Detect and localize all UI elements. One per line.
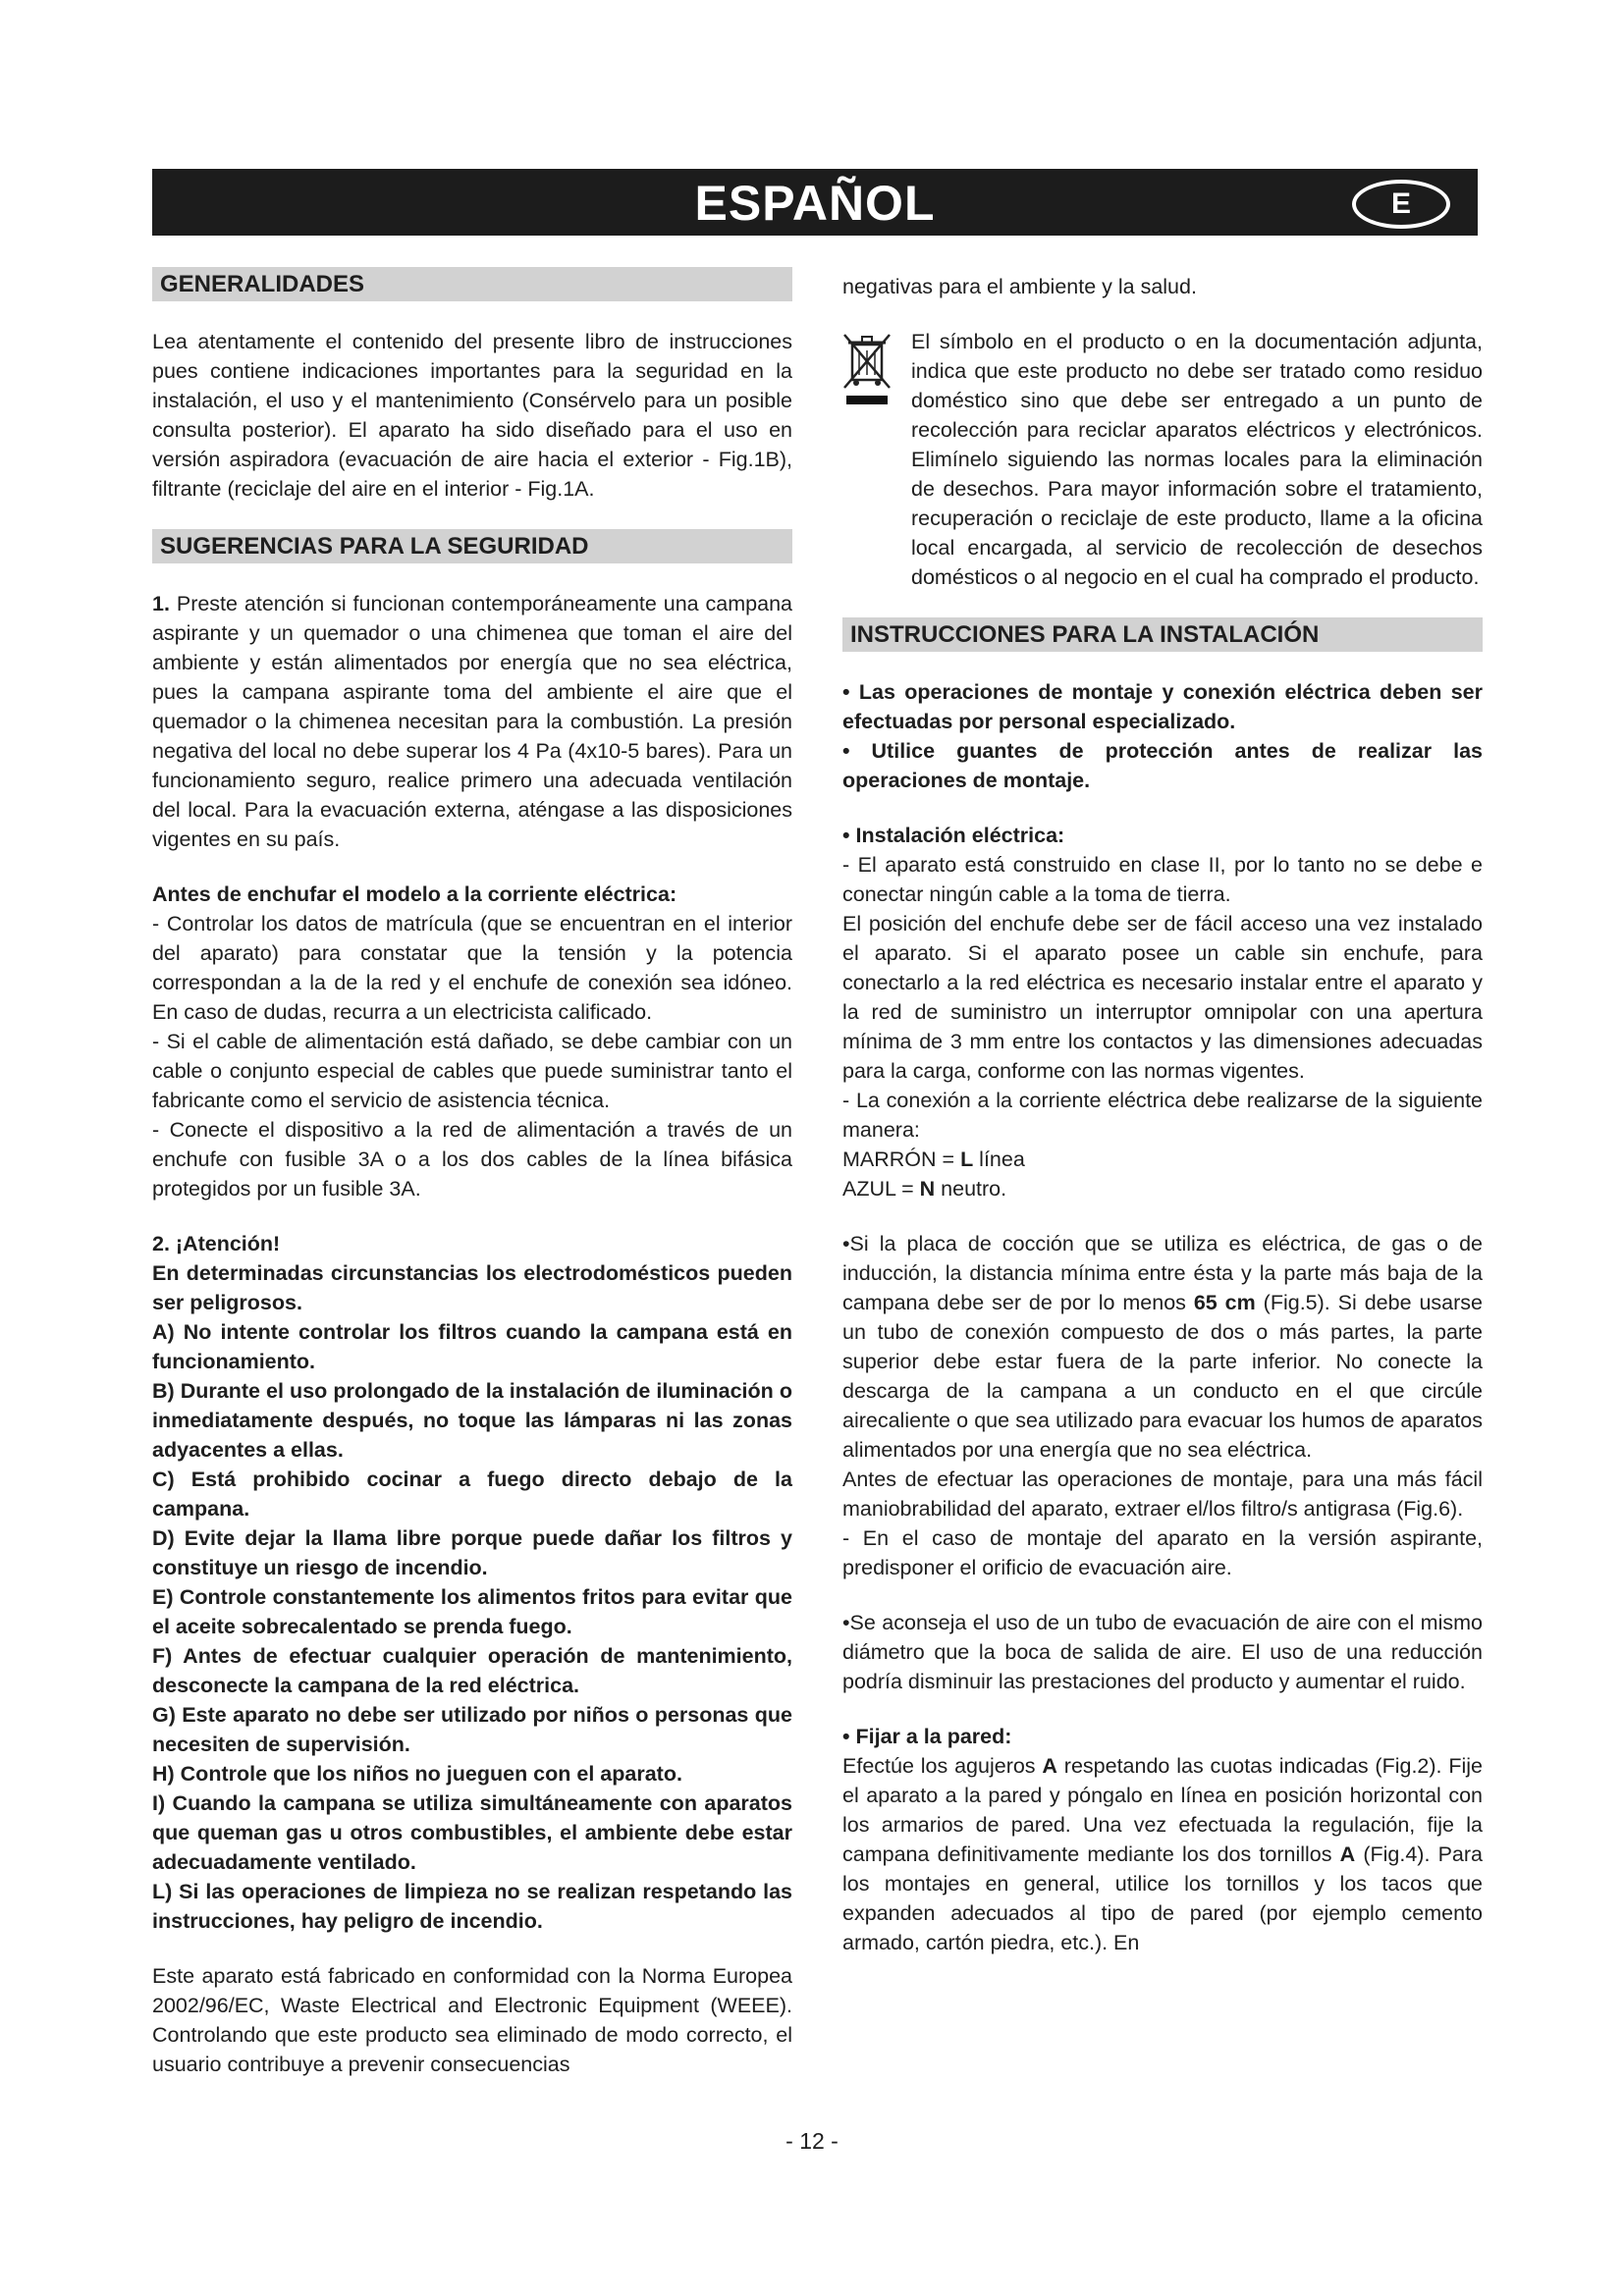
seguridad-text: Preste atención si funcionan contemporáneamente una campana aspirante y un quemador o una chimenea que toman el aire del ambiente y están alimentados por energía que no sea eléctrica, pues la campana aspirante toma del ambiente el aire que el quemador o la chimenea necesitan para la combustión. La presión negativa del local no debe superar los 4 Pa (4x10-5 bares). Para un funcionamiento seguro, realice primero una adecuada ventilación del local. Para la evacuación externa, aténgase a las disposiciones vigentes en su país.	[152, 592, 792, 851]
wire-brown-value: línea	[973, 1148, 1025, 1171]
weee-symbol-text: El símbolo en el producto o en la documentación adjunta, indica que este producto no debe ser tratado como residuo doméstico sino que debe ser entregado a un punto de recolección para reciclar aparatos eléctricos y electrónicos. Elimínelo siguiendo las normas locales para la eliminación de desechos. Para mayor información sobre el tratamiento, recuperación o reciclaje de este producto, llame a la oficina local encargada, al servicio de recolección de desechos domésticos o al negocio en el cual ha comprado el producto.	[911, 330, 1483, 589]
instalacion-bullet-1: • Las operaciones de montaje y conexión eléctrica deben ser efectuadas por personal especializado.	[842, 680, 1483, 733]
seguridad-number: 1.	[152, 592, 170, 615]
right-column	[842, 272, 1483, 1957]
pared-paragraph	[842, 1751, 1483, 1957]
warning-item-e: E) Controle constantemente los alimentos fritos para evitar que el aceite sobrecalentado se prenda fuego.	[152, 1585, 792, 1638]
instalacion-bullet-2: • Utilice guantes de protección antes de realizar las operaciones de montaje.	[842, 739, 1483, 792]
coccion-paragraph	[842, 1229, 1483, 1465]
weee-paragraph: Este aparato está fabricado en conformidad con la Norma Europea 2002/96/EC, Waste Electrical and Electronic Equipment (WEEE). Controlando que este producto sea eliminado de modo correcto, el usuario contribuye a prevenir consecuencias	[152, 1964, 792, 2076]
aspirante-text: - En el caso de montaje del aparato en la versión aspirante, predisponer el orificio de evacuación aire.	[842, 1526, 1483, 1579]
weee-block	[842, 327, 1483, 592]
antes-item-3: - Conecte el dispositivo a la red de alimentación a través de un enchufe con fusible 3A o a los dos cables de la línea bifásica protegidos por un fusible 3A.	[152, 1118, 792, 1201]
warning-item-i: I) Cuando la campana se utiliza simultáneamente con aparatos que queman gas u otros combustibles, el ambiente debe estar adecuadamente ventilado.	[152, 1791, 792, 1874]
antes-item-2: - Si el cable de alimentación está dañado, se debe cambiar con un cable o conjunto especial de cables que puede suministrar tanto el fabricante como el servicio de asistencia técnica.	[152, 1030, 792, 1112]
section-heading-instalacion: INSTRUCCIONES PARA LA INSTALACIÓN	[842, 617, 1483, 652]
section-heading-seguridad: SUGERENCIAS PARA LA SEGURIDAD	[152, 529, 792, 563]
page-number: - 12 -	[785, 2128, 839, 2154]
warning-item-l: L) Si las operaciones de limpieza no se realizan respetando las instrucciones, hay peligro de incendio.	[152, 1880, 792, 1933]
electrica-text-3: - La conexión a la corriente eléctrica debe realizarse de la siguiente manera:	[842, 1089, 1483, 1142]
pared-hole-code: A	[1042, 1754, 1057, 1778]
atencion-title: 2. ¡Atención!	[152, 1232, 281, 1255]
warning-item-a: A) No intente controlar los filtros cuando la campana está en funcionamiento.	[152, 1320, 792, 1373]
wire-blue-value: neutro.	[935, 1177, 1007, 1201]
wire-blue-code: N	[919, 1177, 936, 1201]
wire-blue	[842, 1174, 1483, 1203]
language-banner	[152, 169, 1478, 236]
crossed-bin-icon	[842, 331, 911, 592]
section-heading-generalidades: GENERALIDADES	[152, 267, 792, 301]
electrica-text-2: El posición del enchufe debe ser de fácil acceso una vez instalado el aparato. Si el aparato posee un cable sin enchufe, para conectarlo a la red eléctrica es necesario instalar entre el aparato y la red de suministro un interruptor omnipolar con una apertura mínima de 3 mm entre los contactos y las dimensiones adecuadas para la carga, conforme con las normas vigentes.	[842, 912, 1483, 1083]
warning-item-h: H) Controle que los niños no jueguen con el aparato.	[152, 1762, 682, 1786]
seguridad-paragraph-1	[152, 589, 792, 854]
pared-heading: • Fijar a la pared:	[842, 1725, 1012, 1748]
wire-brown-code: L	[960, 1148, 974, 1171]
electrica-text-1: - El aparato está construido en clase II, por lo tanto no se debe e conectar ningún cable a la toma de tierra.	[842, 853, 1483, 906]
electrica-heading: • Instalación eléctrica:	[842, 824, 1065, 847]
left-column	[152, 267, 792, 2079]
warning-item-f: F) Antes de efectuar cualquier operación de mantenimiento, desconecte la campana de la red eléctrica.	[152, 1644, 792, 1697]
language-badge: E	[1352, 180, 1450, 229]
warning-item-b: B) Durante el uso prolongado de la instalación de iluminación o inmediatamente después, no toque las lámparas ni las zonas adyacentes a ellas.	[152, 1379, 792, 1462]
pared-text-3: (Fig.4). Para los montajes en general, utilice los tornillos y los tacos que expanden adecuados al tipo de pared (por ejemplo cemento armado, cartón piedra, etc.). En	[842, 1842, 1483, 1954]
tubo-text: •Se aconseja el uso de un tubo de evacuación de aire con el mismo diámetro que la boca de salida de aire. El uso de una reducción podría disminuir las prestaciones del producto y aumentar el ruido.	[842, 1611, 1483, 1693]
warning-item-c: C) Está prohibido cocinar a fuego directo debajo de la campana.	[152, 1468, 792, 1521]
atencion-intro: En determinadas circunstancias los electrodomésticos pueden ser peligrosos.	[152, 1261, 792, 1314]
wire-brown-label: MARRÓN =	[842, 1148, 961, 1171]
antes-heading: Antes de enchufar el modelo a la corriente eléctrica:	[152, 882, 677, 906]
warning-item-d: D) Evite dejar la llama libre porque puede dañar los filtros y constituye un riesgo de incendio.	[152, 1526, 792, 1579]
pared-text-1: Efectúe los agujeros	[842, 1754, 1043, 1778]
pared-screw-code: A	[1339, 1842, 1356, 1866]
coccion-text-2: (Fig.5). Si debe usarse un tubo de conexión compuesto de dos o más partes, la parte superior debe estar fuera de la parte inferior. No conecte la descarga de la campana a un conducto en el que circúle airecaliente o que sea utilizado para evacuar los humos de aparatos alimentados por una energía que no sea eléctrica.	[842, 1291, 1483, 1462]
wire-brown	[842, 1145, 1483, 1174]
coccion-distance: 65 cm	[1193, 1291, 1256, 1314]
generalidades-text: Lea atentamente el contenido del presente libro de instrucciones pues contiene indicaciones importantes para la seguridad en la instalación, el uso y el mantenimiento (Consérvelo para un posible consulta posterior). El aparato ha sido diseñado para el uso en versión aspiradora (evacuación de aire hacia el exterior - Fig.1B), filtrante (reciclaje del aire en el interior - Fig.1A.	[152, 330, 792, 501]
warning-item-g: G) Este aparato no debe ser utilizado por niños o personas que necesiten de supervisión.	[152, 1703, 792, 1756]
antes-montaje-text: Antes de efectuar las operaciones de montaje, para una más fácil maniobrabilidad del aparato, extraer el/los filtro/s antigrasa (Fig.6).	[842, 1468, 1483, 1521]
wire-blue-label: AZUL =	[842, 1177, 920, 1201]
pared-text-2: respetando las cuotas indicadas (Fig.2). Fije el aparato a la pared y póngalo en línea en posición horizontal con los armarios de pared. Una vez efectuada la regulación, fije la campana definitivamente mediante los dos tornillos	[842, 1754, 1483, 1866]
language-title: ESPAÑOL	[694, 176, 936, 231]
antes-item-1: - Controlar los datos de matrícula (que se encuentran en el interior del aparato) para constatar que la tensión y la potencia correspondan a la de la red y el enchufe de conexión sea idóneo. En caso de dudas, recurra a un electricista calificado.	[152, 912, 792, 1024]
coccion-text-1: •Si la placa de cocción que se utiliza es eléctrica, de gas o de inducción, la distancia mínima entre ésta y la parte más baja de la campana debe ser de por lo menos	[842, 1232, 1483, 1314]
weee-continuation: negativas para el ambiente y la salud.	[842, 275, 1197, 298]
